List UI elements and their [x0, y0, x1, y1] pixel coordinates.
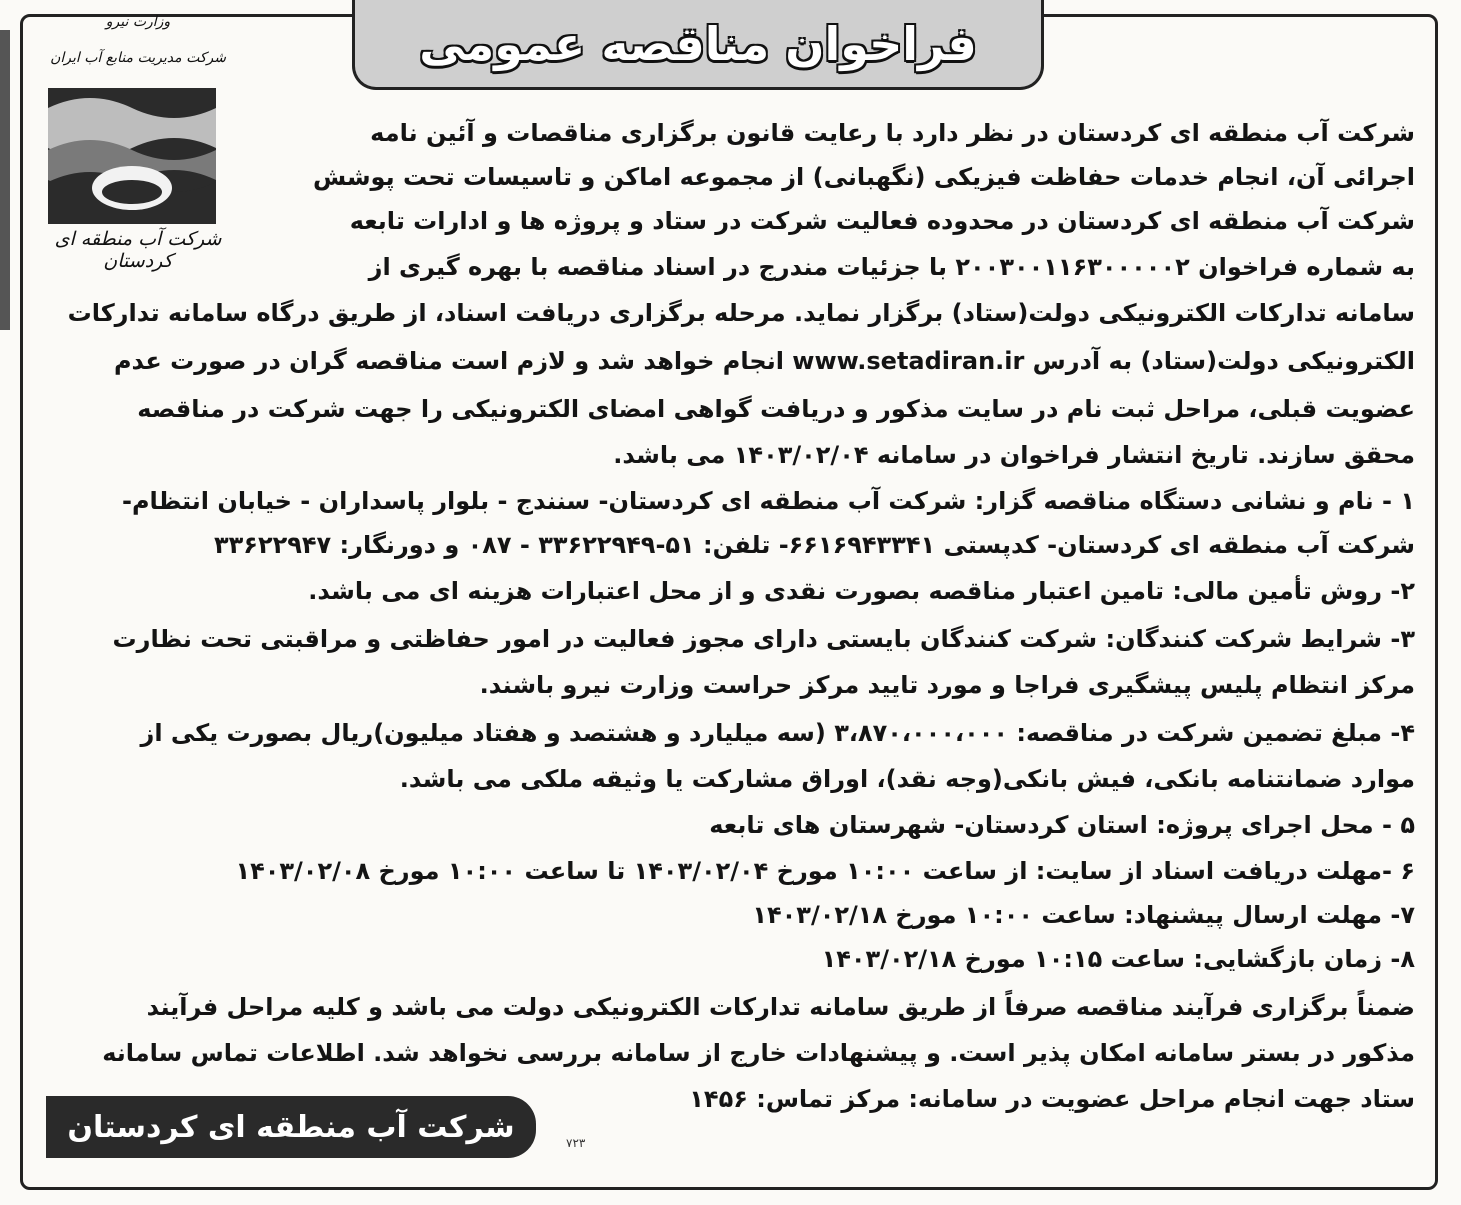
- item-line: ۵ - محل اجرای پروژه: استان کردستان- شهرستان های تابعه: [709, 811, 1415, 839]
- scan-edge-mark: [0, 30, 10, 330]
- page-number: ۷۲۳: [566, 1136, 586, 1150]
- company-label: شرکت آب منطقه ای کردستان: [54, 228, 222, 272]
- intro-line: الکترونیکی دولت(ستاد) به آدرس www.setadiran.ir انجام خواهد شد و لازم است مناقصه گران در صورت عدم: [113, 347, 1415, 375]
- intro-line: سامانه تدارکات الکترونیکی دولت(ستاد) برگزار نماید. مرحله برگزاری دریافت اسناد، از طریق درگاه سامانه تدارکات: [67, 299, 1415, 327]
- item-line: مذکور در بستر سامانه امکان پذیر است. و پیشنهادات خارج از سامانه بررسی نخواهد شد. اطلاعات تماس سامانه: [102, 1039, 1415, 1067]
- item-line: ۴- مبلغ تضمین شرکت در مناقصه: ۳،۸۷۰،۰۰۰،۰۰۰ (سه میلیارد و هشتصد و هفتاد میلیون)ریال بصورت یکی از: [140, 719, 1415, 747]
- footer-company-banner: [46, 1096, 536, 1158]
- management-label: شرکت مدیریت منابع آب ایران: [50, 50, 226, 66]
- item-line: ۳- شرایط شرکت کنندگان: شرکت کنندگان بایستی دارای مجوز فعالیت در امور حفاظتی و مراقبتی تحت نظارت: [112, 625, 1415, 653]
- ministry-label: وزارت نیرو: [105, 14, 171, 30]
- item-line: ۲- روش تأمین مالی: تامین اعتبار مناقصه بصورت نقدی و از محل اعتبارات هزینه ای می باشد.: [308, 577, 1415, 605]
- item-line: ستاد جهت انجام مراحل عضویت در سامانه: مرکز تماس: ۱۴۵۶: [689, 1085, 1415, 1113]
- intro-line: عضویت قبلی، مراحل ثبت نام در سایت مذکور و دریافت گواهی امضای الکترونیکی را جهت شرکت در مناقصه: [137, 395, 1415, 423]
- item-line: ۷- مهلت ارسال پیشنهاد: ساعت ۱۰:۰۰ مورخ ۱۴۰۳/۰۲/۱۸: [752, 901, 1415, 929]
- item-line: مرکز انتظام پلیس پیشگیری فراجا و مورد تایید مرکز حراست وزارت نیرو باشند.: [479, 671, 1415, 699]
- intro-line: شرکت آب منطقه ای کردستان در نظر دارد با رعایت قانون برگزاری مناقصات و آئین نامه: [370, 119, 1415, 147]
- item-line: ۱ - نام و نشانی دستگاه مناقصه گزار: شرکت آب منطقه ای کردستان- سنندج - بلوار پاسداران - خیابان انتظام-: [122, 487, 1415, 515]
- intro-line: به شماره فراخوان ۲۰۰۳۰۰۱۱۶۳۰۰۰۰۰۲ با جزئیات مندرج در اسناد مناقصه با بهره گیری از: [368, 253, 1415, 281]
- item-line: ۸- زمان بازگشایی: ساعت ۱۰:۱۵ مورخ ۱۴۰۳/۰۲/۱۸: [821, 945, 1415, 973]
- company-logo: [38, 10, 238, 270]
- intro-line: اجرائی آن، انجام خدمات حفاظت فیزیکی (نگهبانی) از مجموعه اماکن و تاسیسات تحت پوشش: [313, 163, 1415, 191]
- footer-company-name: شرکت آب منطقه ای کردستان: [67, 1109, 515, 1145]
- item-line: ۶ -مهلت دریافت اسناد از سایت: از ساعت ۱۰:۰۰ مورخ ۱۴۰۳/۰۲/۰۴ تا ساعت ۱۰:۰۰ مورخ ۱۴۰۳/۰۲/۰۸: [235, 857, 1415, 885]
- item-line: موارد ضمانتنامه بانکی، فیش بانکی(وجه نقد)، اوراق مشارکت یا وثیقه ملکی می باشد.: [399, 765, 1415, 793]
- title-banner: [352, 0, 1044, 90]
- intro-line: شرکت آب منطقه ای کردستان در محدوده فعالیت شرکت در ستاد و پروژه ها و ادارات تابعه: [349, 207, 1415, 235]
- item-line: ضمناً برگزاری فرآیند مناقصه صرفاً از طریق سامانه تدارکات الکترونیکی دولت می باشد و کلیه مراحل فرآیند: [146, 993, 1415, 1021]
- intro-line: محقق سازند. تاریخ انتشار فراخوان در سامانه ۱۴۰۳/۰۲/۰۴ می باشد.: [613, 441, 1415, 469]
- page-title: فراخوان مناقصه عمومی: [419, 16, 977, 71]
- water-waves-logo-icon: [48, 88, 216, 224]
- item-line: شرکت آب منطقه ای کردستان- کدپستی ۶۶۱۶۹۴۳۳۴۱- تلفن: ۵۱-۳۳۶۲۲۹۴۹ - ۰۸۷ و دورنگار: ۳۳۶۲۲۹۴۷: [214, 531, 1415, 559]
